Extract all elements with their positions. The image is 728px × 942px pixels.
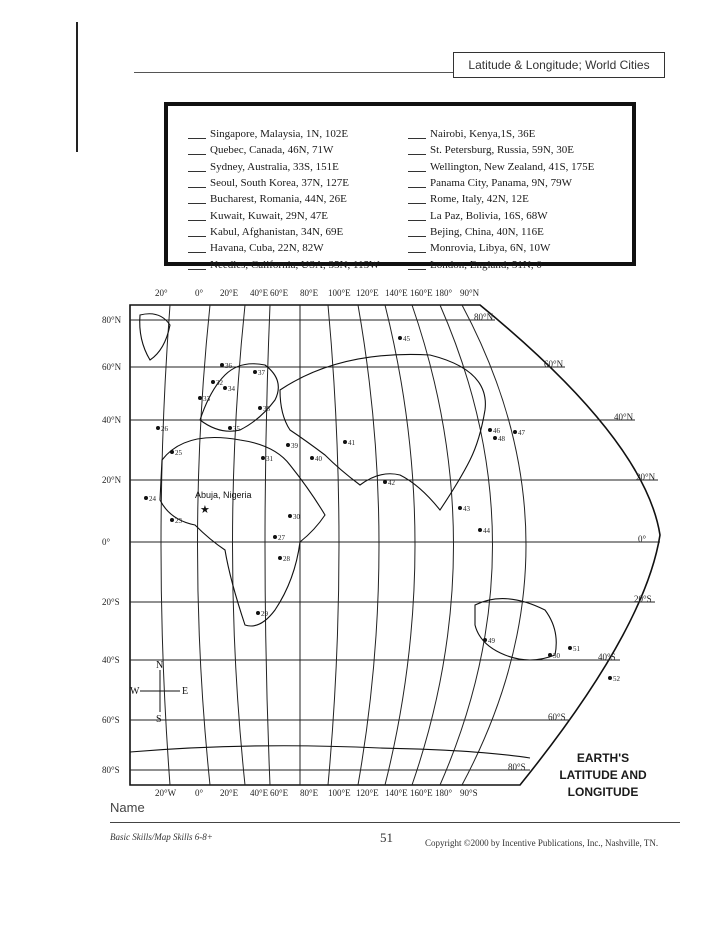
- city-marker-number: 27: [278, 534, 285, 542]
- city-marker-dot: [198, 396, 202, 400]
- latitude-label-right: 40°S: [598, 652, 616, 662]
- city-text: St. Petersburg, Russia, 59N, 30E: [430, 144, 575, 157]
- page-number: 51: [380, 830, 393, 845]
- longitude-label-top: 140°E: [385, 288, 408, 298]
- city-list-item: [408, 191, 594, 207]
- world-map: [100, 280, 680, 800]
- city-marker-dot: [170, 450, 174, 454]
- map-title: [548, 750, 658, 801]
- city-marker-number: 44: [483, 527, 490, 535]
- city-text: Needles, California, USA, 35N, 115W: [210, 258, 380, 271]
- city-marker-number: 30: [293, 513, 300, 521]
- latitude-label-left: 60°N: [102, 362, 122, 372]
- abuja-star-icon: ★: [200, 504, 210, 516]
- header-rule: [134, 72, 454, 73]
- city-list-item: [188, 256, 379, 272]
- city-text: Havana, Cuba, 22N, 82W: [210, 242, 324, 255]
- latitude-label-left: 20°S: [102, 597, 120, 607]
- latitude-label-left: 60°S: [102, 715, 120, 725]
- city-text: Kabul, Afghanistan, 34N, 69E: [210, 225, 344, 238]
- latitude-label-left: 80°N: [102, 315, 122, 325]
- city-marker-dot: [220, 363, 224, 367]
- answer-blank[interactable]: [188, 162, 206, 172]
- longitude-label-top: 180°: [435, 288, 453, 298]
- answer-blank[interactable]: [408, 211, 426, 221]
- city-marker-number: 32: [216, 379, 223, 387]
- longitude-label-bottom: 120°E: [356, 788, 379, 798]
- latitude-label-right: 80°S: [508, 762, 526, 772]
- answer-blank[interactable]: [408, 178, 426, 188]
- city-marker-dot: [258, 406, 262, 410]
- city-text: La Paz, Bolivia, 16S, 68W: [430, 209, 548, 222]
- longitude-lines: [161, 305, 526, 785]
- city-marker-number: 28: [283, 555, 290, 563]
- city-list-item: [188, 175, 379, 191]
- city-text: Quebec, Canada, 46N, 71W: [210, 144, 334, 157]
- city-marker-number: 33: [203, 395, 210, 403]
- city-marker-number: 35: [233, 425, 240, 433]
- city-marker-number: 46: [493, 427, 500, 435]
- compass-n: N: [156, 660, 164, 671]
- city-text: Bucharest, Romania, 44N, 26E: [210, 193, 347, 206]
- answer-blank[interactable]: [408, 260, 426, 270]
- longitude-label-bottom: 90°S: [460, 788, 478, 798]
- city-marker-number: 43: [463, 505, 470, 513]
- compass-w: W: [130, 686, 140, 697]
- city-text: Rome, Italy, 42N, 12E: [430, 193, 529, 206]
- city-marker-dot: [488, 428, 492, 432]
- city-list-item: [188, 240, 379, 256]
- longitude-label-top: 20°: [155, 288, 168, 298]
- asia-outline: [280, 354, 485, 510]
- city-marker-dot: [383, 480, 387, 484]
- city-marker-dot: [228, 426, 232, 430]
- city-marker-number: 51: [573, 645, 580, 653]
- city-marker-number: 31: [266, 455, 273, 463]
- book-title: Basic Skills/Map Skills 6-8+: [110, 832, 213, 842]
- city-text: London, England, 51N, 0: [430, 258, 542, 271]
- australia-outline: [475, 599, 556, 660]
- copyright: Copyright ©2000 by Incentive Publications, Inc., Nashville, TN.: [425, 838, 659, 848]
- answer-blank[interactable]: [408, 162, 426, 172]
- city-marker-dot: [310, 456, 314, 460]
- city-marker-number: 52: [613, 675, 620, 683]
- answer-blank[interactable]: [408, 227, 426, 237]
- city-marker-number: 38: [263, 405, 270, 413]
- city-marker-dot: [144, 496, 148, 500]
- city-marker-dot: [548, 653, 552, 657]
- city-marker-number: 47: [518, 429, 525, 437]
- longitude-label-top: 60°E: [270, 288, 289, 298]
- city-marker-number: 45: [403, 335, 410, 343]
- city-list-item: [188, 142, 379, 158]
- compass-e: E: [182, 686, 189, 697]
- city-marker-number: 48: [498, 435, 505, 443]
- latitude-label-right: 60°S: [548, 712, 566, 722]
- longitude-label-top: 160°E: [410, 288, 433, 298]
- answer-blank[interactable]: [188, 178, 206, 188]
- city-marker-dot: [223, 386, 227, 390]
- city-marker-dot: [256, 611, 260, 615]
- city-marker-number: 41: [348, 439, 355, 447]
- city-marker-dot: [288, 514, 292, 518]
- city-marker-dot: [170, 518, 174, 522]
- latitude-label-right: 0°: [638, 534, 647, 544]
- latitude-label-left: 40°N: [102, 415, 122, 425]
- compass-s: S: [156, 714, 162, 725]
- city-marker-dot: [568, 646, 572, 650]
- answer-blank[interactable]: [188, 145, 206, 155]
- city-column-left: [188, 126, 379, 273]
- latitude-label-left: 0°: [102, 537, 111, 547]
- city-marker-dot: [608, 676, 612, 680]
- map-outline: [130, 305, 660, 785]
- city-marker-dot: [253, 370, 257, 374]
- map-title-line-2: LATITUDE AND: [559, 768, 647, 782]
- city-list-item: [408, 240, 594, 256]
- city-marker-number: 40: [315, 455, 322, 463]
- city-text: Singapore, Malaysia, 1N, 102E: [210, 128, 349, 141]
- answer-blank[interactable]: [188, 194, 206, 204]
- city-marker-number: 24: [149, 495, 156, 503]
- city-text: Seoul, South Korea, 37N, 127E: [210, 177, 350, 190]
- answer-blank[interactable]: [188, 129, 206, 139]
- longitude-label-bottom: 140°E: [385, 788, 408, 798]
- city-marker-dot: [343, 440, 347, 444]
- worksheet-title: Latitude & Longitude; World Cities: [453, 52, 665, 78]
- longitude-label-bottom: 100°E: [328, 788, 351, 798]
- longitude-label-top: 80°E: [300, 288, 319, 298]
- answer-blank[interactable]: [408, 145, 426, 155]
- latitude-label-right: 60°N: [544, 359, 564, 369]
- city-list-item: [408, 175, 594, 191]
- latitude-label-right: 80°N: [474, 312, 494, 322]
- latitude-label-right: 20°N: [636, 472, 656, 482]
- city-list-item: [408, 159, 594, 175]
- city-marker-number: 42: [388, 479, 395, 487]
- latitude-label-left: 80°S: [102, 765, 120, 775]
- city-list-item: [188, 191, 379, 207]
- greenland-outline: [140, 314, 170, 360]
- longitude-label-top: 40°E: [250, 288, 269, 298]
- longitude-label-top: 100°E: [328, 288, 351, 298]
- city-list-item: [188, 224, 379, 240]
- city-list-item: [408, 126, 594, 142]
- answer-blank[interactable]: [408, 129, 426, 139]
- city-text: Panama City, Panama, 9N, 79W: [430, 177, 572, 190]
- name-field-label: Name: [110, 800, 145, 815]
- longitude-label-bottom: 160°E: [410, 788, 433, 798]
- abuja-label: Abuja, Nigeria: [195, 490, 252, 500]
- longitude-label-top: 120°E: [356, 288, 379, 298]
- city-marker-dot: [493, 436, 497, 440]
- city-list-box: [164, 102, 636, 271]
- latitude-label-left: 40°S: [102, 655, 120, 665]
- longitude-label-bottom: 40°E: [250, 788, 269, 798]
- city-text: Bejing, China, 40N, 116E: [430, 225, 544, 238]
- footer-rule: [110, 822, 680, 823]
- answer-blank[interactable]: [408, 194, 426, 204]
- latitude-label-right: 20°S: [634, 594, 652, 604]
- map-title-line-1: EARTH'S: [576, 751, 630, 765]
- longitude-label-bottom: 80°E: [300, 788, 319, 798]
- city-marker-dot: [278, 556, 282, 560]
- city-marker-number: 23: [175, 517, 182, 525]
- city-list-item: [188, 207, 379, 223]
- city-list-item: [408, 224, 594, 240]
- latitude-label-right: 40°N: [614, 412, 634, 422]
- map-title-line-3: LONGITUDE: [567, 785, 639, 799]
- city-marker-number: 26: [161, 425, 168, 433]
- longitude-label-top: 20°E: [220, 288, 239, 298]
- city-text: Sydney, Australia, 33S, 151E: [210, 160, 339, 173]
- compass-rose: [130, 660, 188, 725]
- longitude-label-bottom: 60°E: [270, 788, 289, 798]
- city-marker-dot: [156, 426, 160, 430]
- city-marker-number: 29: [261, 610, 268, 618]
- latitude-label-left: 20°N: [102, 475, 122, 485]
- longitude-label-top: 90°N: [460, 288, 480, 298]
- answer-blank[interactable]: [188, 243, 206, 253]
- latitude-lines: [130, 320, 660, 770]
- city-list-item: [408, 142, 594, 158]
- city-text: Monrovia, Libya, 6N, 10W: [430, 242, 551, 255]
- longitude-label-bottom: 180°: [435, 788, 453, 798]
- city-marker-dot: [273, 535, 277, 539]
- margin-bar: [76, 22, 78, 152]
- city-list-item: [408, 207, 594, 223]
- longitude-label-bottom: 20°E: [220, 788, 239, 798]
- city-marker-dot: [211, 380, 215, 384]
- city-text: Nairobi, Kenya,1S, 36E: [430, 128, 536, 141]
- city-marker-dot: [458, 506, 462, 510]
- city-text: Wellington, New Zealand, 41S, 175E: [430, 160, 595, 173]
- answer-blank[interactable]: [188, 211, 206, 221]
- city-marker-dot: [398, 336, 402, 340]
- city-marker-number: 39: [291, 442, 298, 450]
- city-marker-dot: [261, 456, 265, 460]
- city-marker-number: 50: [553, 652, 560, 660]
- city-marker-number: 37: [258, 369, 265, 377]
- answer-blank[interactable]: [188, 227, 206, 237]
- longitude-label-bottom: 20°W: [155, 788, 177, 798]
- city-column-right: [408, 126, 594, 273]
- city-marker-dot: [478, 528, 482, 532]
- city-marker-number: 49: [488, 637, 495, 645]
- city-marker-number: 36: [225, 362, 232, 370]
- answer-blank[interactable]: [188, 260, 206, 270]
- city-marker-number: 34: [228, 385, 235, 393]
- city-list-item: [188, 159, 379, 175]
- city-list-item: [408, 256, 594, 272]
- longitude-label-bottom: 0°: [195, 788, 204, 798]
- city-marker-dot: [483, 638, 487, 642]
- city-marker-dot: [513, 430, 517, 434]
- city-marker-dot: [286, 443, 290, 447]
- city-list-item: [188, 126, 379, 142]
- answer-blank[interactable]: [408, 243, 426, 253]
- city-text: Kuwait, Kuwait, 29N, 47E: [210, 209, 328, 222]
- city-marker-number: 25: [175, 449, 182, 457]
- longitude-label-top: 0°: [195, 288, 204, 298]
